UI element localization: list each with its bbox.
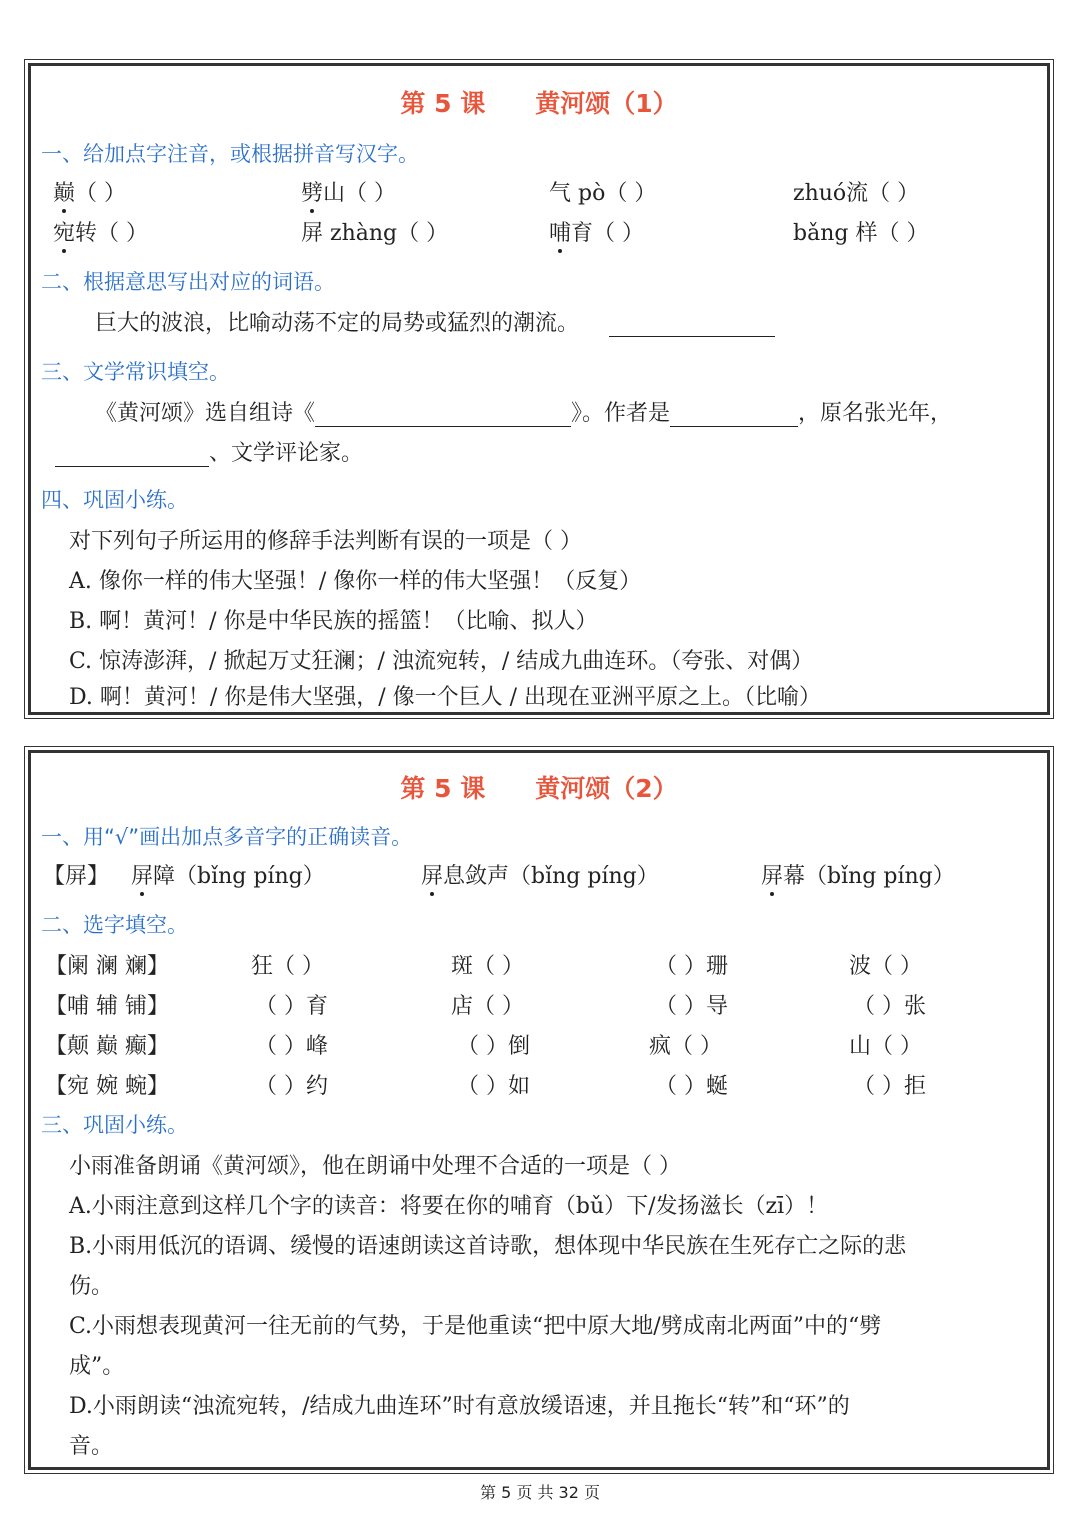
item-rest: 育（ ）: [571, 221, 645, 246]
pinyin-item: 屏 zhàng（ ）: [301, 221, 449, 246]
fill-item: （ ）拒: [853, 1074, 926, 1099]
text: ，原名张光年，: [798, 401, 953, 426]
fill-item: 波（ ）: [849, 954, 922, 979]
question: 小雨准备朗诵《黄河颂》，他在朗诵中处理不合适的一项是（ ）: [69, 1154, 681, 1179]
polyphone-item: [421, 859, 659, 890]
lesson-name: 黄河颂（1）: [535, 89, 678, 118]
dotted-char: 屏: [131, 864, 154, 889]
answer-blank[interactable]: [670, 405, 798, 427]
option-line: A.小雨注意到这样几个字的读音：将要在你的哺育（bǔ）下/发扬滋长（zī）！: [69, 1194, 829, 1219]
pinyin-item: [549, 216, 644, 247]
pinyin-item: [53, 176, 126, 207]
option-c: C. 惊涛澎湃，/ 掀起万丈狂澜；/ 浊流宛转，/ 结成九曲连环。（夸张、对偶）: [69, 649, 814, 674]
dotted-char: 宛: [53, 221, 76, 246]
dotted-char: 屏: [761, 864, 784, 889]
answer-blank[interactable]: [55, 445, 209, 467]
answer-blank[interactable]: [609, 315, 775, 337]
option-a: A. 像你一样的伟大坚强！/ 像你一样的伟大坚强！（反复）: [69, 569, 642, 594]
lesson-number: 第 5 课: [400, 89, 486, 118]
lesson-2-title: [31, 769, 1047, 805]
item-rest: 转（ ）: [75, 221, 149, 246]
pinyin-item: bǎng 样（ ）: [793, 221, 929, 246]
pinyin-item: [301, 176, 396, 207]
dotted-char: 巅: [53, 181, 76, 206]
pinyin-item: [53, 216, 148, 247]
fill-item: 疯（ ）: [649, 1034, 722, 1059]
lesson-1-panel: [28, 63, 1050, 715]
fill-line: [95, 396, 952, 427]
section-heading: 一、用“√”画出加点多音字的正确读音。: [41, 825, 413, 849]
fill-item: 店（ ）: [451, 994, 524, 1019]
lesson-name: 黄河颂（2）: [535, 774, 678, 803]
fill-item: 斑（ ）: [451, 954, 524, 979]
fill-item: （ ）峰: [255, 1034, 328, 1059]
dotted-char: 劈: [301, 181, 324, 206]
item-rest: 幕（bǐng píng）: [783, 864, 955, 889]
section-heading: 三、文学常识填空。: [41, 360, 230, 384]
section-heading: 二、根据意思写出对应的词语。: [41, 270, 335, 294]
option-line: C.小雨想表现黄河一往无前的气势，于是他重读“把中原大地/劈成南北两面”中的“劈: [69, 1314, 882, 1339]
fill-item: （ ）育: [255, 994, 328, 1019]
lesson-number: 第 5 课: [400, 774, 486, 803]
fill-item: （ ）如: [457, 1074, 530, 1099]
fill-item: （ ）约: [255, 1074, 328, 1099]
item-rest: 山（ ）: [323, 181, 397, 206]
dotted-char: 屏: [421, 864, 444, 889]
answer-blank[interactable]: [315, 405, 571, 427]
option-line: D.小雨朗读“浊流宛转，/结成九曲连环”时有意放缓语速，并且拖长“转”和“环”的: [69, 1394, 850, 1419]
pinyin-item: 气 pò（ ）: [549, 181, 657, 206]
fill-item: 山（ ）: [849, 1034, 922, 1059]
definition-text: 巨大的波浪，比喻动荡不定的局势或猛烈的潮流。: [95, 311, 580, 336]
option-line: B.小雨用低沉的语调、缓慢的语速朗读这首诗歌，想体现中华民族在生死存亡之际的悲: [69, 1234, 907, 1259]
group-label: 【哺 辅 铺】: [45, 994, 169, 1019]
polyphone-item: [131, 859, 325, 890]
option-line: 伤。: [69, 1274, 114, 1299]
fill-item: （ ）珊: [655, 954, 728, 979]
fill-item: （ ）导: [655, 994, 728, 1019]
option-line: 成”。: [69, 1354, 125, 1379]
dotted-char: 哺: [549, 221, 572, 246]
fill-item: （ ）张: [853, 994, 926, 1019]
page-footer: 第 5 页 共 32 页: [480, 1483, 600, 1502]
section-heading: 三、巩固小练。: [41, 1113, 188, 1137]
fill-item: （ ）蜒: [655, 1074, 728, 1099]
polyphone-label: 【屏】: [43, 864, 110, 889]
section-heading: 一、给加点字注音，或根据拼音写汉字。: [41, 142, 419, 166]
group-label: 【阑 澜 斓】: [45, 954, 169, 979]
section-heading: 四、巩固小练。: [41, 488, 188, 512]
fill-item: 狂（ ）: [251, 954, 324, 979]
text: 》。作者是: [571, 401, 671, 426]
fill-line: [55, 436, 363, 467]
lesson-2-panel: [28, 750, 1050, 1470]
group-label: 【颠 巅 癫】: [45, 1034, 169, 1059]
question: 对下列句子所运用的修辞手法判断有误的一项是（ ）: [69, 529, 582, 554]
item-rest: （ ）: [75, 181, 127, 206]
lesson-1-title: [31, 84, 1047, 120]
text: 《黄河颂》选自组诗《: [95, 401, 316, 426]
definition-line: [95, 306, 775, 337]
item-rest: 息敛声（bǐng píng）: [443, 864, 659, 889]
group-label: 【宛 婉 蜿】: [45, 1074, 169, 1099]
option-d: D. 啊！黄河！/ 你是伟大坚强，/ 像一个巨人 / 出现在亚洲平原之上。（比喻）: [69, 685, 822, 710]
option-b: B. 啊！黄河！/ 你是中华民族的摇篮！（比喻、拟人）: [69, 609, 598, 634]
fill-item: （ ）倒: [457, 1034, 530, 1059]
section-heading: 二、选字填空。: [41, 913, 188, 937]
pinyin-item: zhuó流（ ）: [793, 181, 920, 206]
polyphone-item: [761, 859, 955, 890]
item-rest: 障（bǐng píng）: [153, 864, 325, 889]
text: 、文学评论家。: [209, 441, 364, 466]
option-line: 音。: [69, 1434, 114, 1459]
